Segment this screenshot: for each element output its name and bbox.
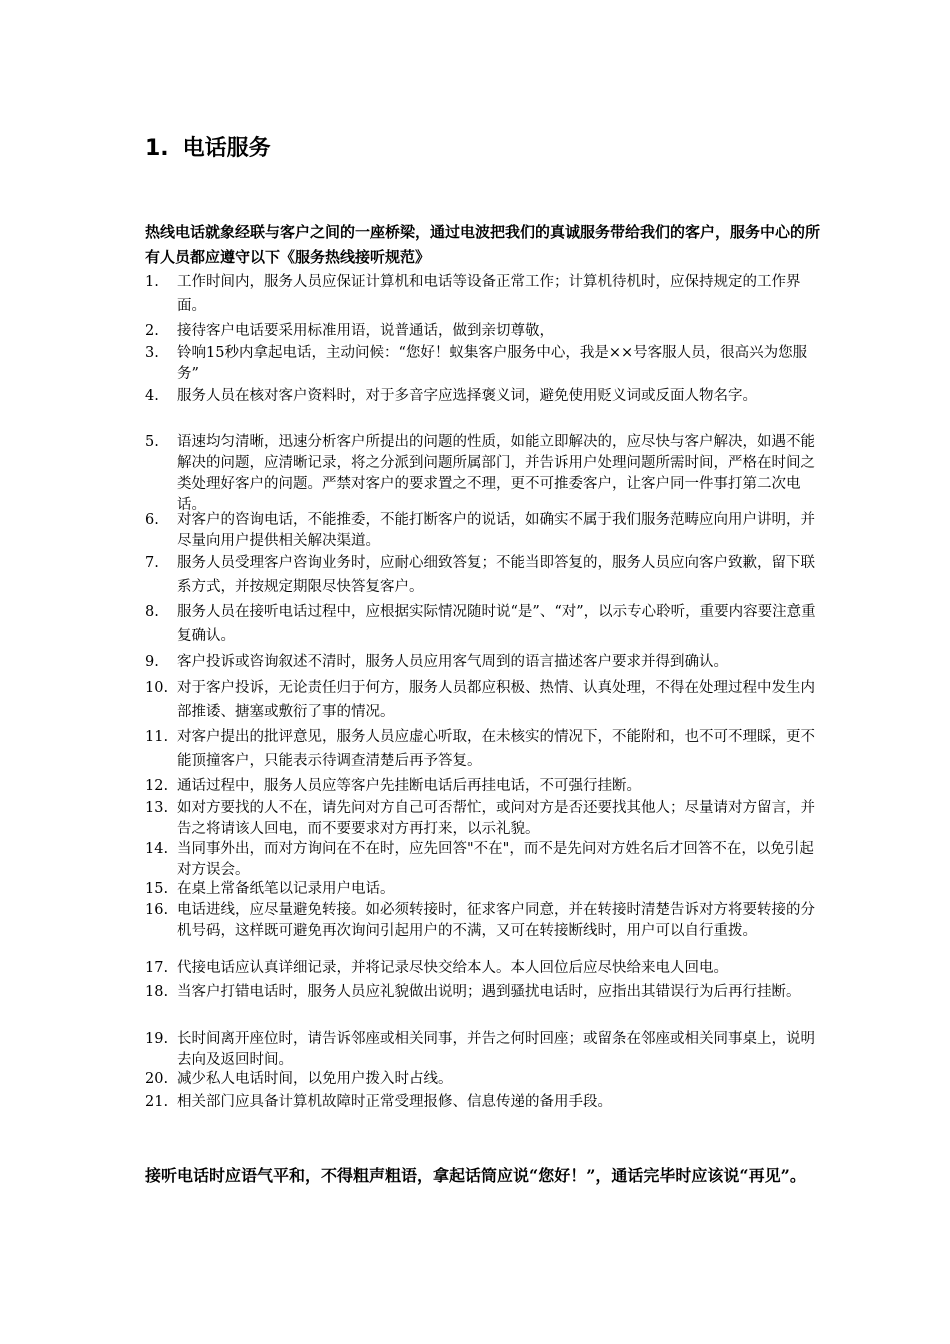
- rule-number: 21.: [145, 1094, 169, 1110]
- rule-item-2: [145, 321, 825, 342]
- rule-number: 3.: [145, 345, 159, 361]
- rule-item-17: [145, 958, 825, 979]
- rule-item-7: [145, 551, 825, 599]
- rule-item-12: [145, 776, 825, 797]
- rule-text: 服务人员在接听电话过程中，应根据实际情况随时说“是”、“对”，以示专心聆听，重要内容要注意重复确认。: [177, 604, 816, 644]
- rule-text: 相关部门应具备计算机故障时正常受理报修、信息传递的备用手段。: [177, 1094, 612, 1110]
- rule-text: 通话过程中，服务人员应等客户先挂断电话后再挂电话，不可强行挂断。: [177, 778, 641, 794]
- rule-number: 19.: [145, 1031, 169, 1047]
- rule-item-13: [145, 798, 825, 840]
- rule-number: 6.: [145, 512, 159, 528]
- rule-number: 13.: [145, 800, 169, 816]
- rule-text: 代接电话应认真详细记录，并将记录尽快交给本人。本人回位后应尽快给来电人回电。: [177, 960, 728, 976]
- rule-text: 对于客户投诉，无论责任归于何方，服务人员都应积极、热情、认真处理，不得在处理过程中发生内部推诿、搪塞或敷衍了事的情况。: [177, 680, 815, 720]
- rule-text: 铃响15秒内拿起电话，主动问候：“您好！蚁集客户服务中心，我是××号客服人员，很高兴为您服务”: [177, 345, 808, 382]
- rule-item-3: [145, 343, 825, 385]
- rule-number: 17.: [145, 960, 169, 976]
- rule-text: 长时间离开座位时，请告诉邻座或相关同事，并告之何时回座；或留条在邻座或相关同事桌上，说明去向及返回时间。: [177, 1031, 815, 1068]
- rule-text: 减少私人电话时间，以免用户拨入时占线。: [177, 1071, 453, 1087]
- rule-item-11: [145, 725, 825, 773]
- section-number: 1.: [145, 136, 169, 161]
- rule-text: 对客户的咨询电话，不能推委，不能打断客户的说话，如确实不属于我们服务范畴应向用户讲明，并尽量向用户提供相关解决渠道。: [177, 512, 815, 549]
- rule-item-21: [145, 1092, 825, 1113]
- rule-text: 对客户提出的批评意见，服务人员应虚心听取，在未核实的情况下，不能附和，也不可不理睬，更不能顶撞客户，只能表示待调查清楚后再予答复。: [177, 729, 815, 769]
- rule-number: 4.: [145, 388, 159, 404]
- rule-text: 当同事外出，而对方询问在不在时，应先回答"不在"，而不是先问对方姓名后才回答不在，以免引起对方误会。: [177, 841, 814, 878]
- rule-number: 14.: [145, 841, 169, 857]
- rule-text: 当客户打错电话时，服务人员应礼貌做出说明；遇到骚扰电话时，应指出其错误行为后再行挂断。: [177, 984, 801, 1000]
- rule-text: 电话进线，应尽量避免转接。如必须转接时，征求客户同意，并在转接时清楚告诉对方将要转接的分机号码，这样既可避免再次询问引起用户的不满，又可在转接断线时，用户可以自行重拨。: [177, 902, 815, 939]
- rule-item-15: [145, 879, 825, 900]
- rule-number: 7.: [145, 555, 159, 571]
- rule-text: 客户投诉或咨询叙述不清时，服务人员应用客气周到的语言描述客户要求并得到确认。: [177, 654, 728, 670]
- closing-paragraph: 接听电话时应语气平和，不得粗声粗语，拿起话筒应说“您好！”，通话完毕时应该说“再见”。: [145, 1166, 806, 1185]
- rule-item-10: [145, 676, 825, 724]
- rule-item-19: [145, 1029, 825, 1071]
- rule-item-16: [145, 900, 825, 942]
- section-title: 电话服务: [182, 136, 271, 161]
- rule-number: 18.: [145, 984, 169, 1000]
- rule-number: 9.: [145, 654, 159, 670]
- rule-number: 5.: [145, 434, 159, 450]
- rule-item-20: [145, 1069, 825, 1090]
- rule-number: 1.: [145, 274, 159, 290]
- rule-number: 8.: [145, 604, 159, 620]
- rule-text: 语速均匀清晰，迅速分析客户所提出的问题的性质，如能立即解决的，应尽快与客户解决，如遇不能解决的问题，应清晰记录，将之分派到问题所属部门，并告诉用户处理问题所需时间，严格在时间之类处理好客户的问题。严禁对客户的要求置之不理，更不可推委客户，让客户同一件事打第二次电话。: [177, 434, 815, 513]
- rule-item-8: [145, 600, 825, 648]
- rule-number: 2.: [145, 323, 159, 339]
- section-heading: [145, 133, 271, 165]
- rule-text: 如对方要找的人不在，请先问对方自己可否帮忙，或问对方是否还要找其他人；尽量请对方留言，并告之将请该人回电，而不要要求对方再打来，以示礼貌。: [177, 800, 815, 837]
- intro-paragraph: 热线电话就象经联与客户之间的一座桥梁，通过电波把我们的真诚服务带给我们的客户，服务中心的所有人员都应遵守以下《服务热线接听规范》: [145, 223, 821, 266]
- rule-text: 服务人员在核对客户资料时，对于多音字应选择褒义词，避免使用贬义词或反面人物名字。: [177, 388, 757, 404]
- rule-text: 工作时间内，服务人员应保证计算机和电话等设备正常工作；计算机待机时，应保持规定的工作界面。: [177, 274, 801, 314]
- rule-number: 10.: [145, 680, 169, 696]
- rule-item-5: [145, 432, 825, 516]
- rule-number: 16.: [145, 902, 169, 918]
- rule-number: 20.: [145, 1071, 169, 1087]
- rule-item-6: [145, 510, 825, 552]
- rule-number: 11.: [145, 729, 169, 745]
- rule-item-9: [145, 650, 825, 674]
- rule-number: 15.: [145, 881, 169, 897]
- rule-number: 12.: [145, 778, 169, 794]
- rule-text: 接待客户电话要采用标准用语，说普通话，做到亲切尊敬，: [177, 323, 554, 339]
- rule-item-18: [145, 980, 825, 1004]
- rule-item-1: [145, 270, 825, 318]
- rule-text: 服务人员受理客户咨询业务时，应耐心细致答复；不能当即答复的，服务人员应向客户致歉，留下联系方式，并按规定期限尽快答复客户。: [177, 555, 815, 595]
- rule-text: 在桌上常备纸笔以记录用户电话。: [177, 881, 395, 897]
- rule-item-14: [145, 839, 825, 881]
- rule-item-4: [145, 384, 825, 408]
